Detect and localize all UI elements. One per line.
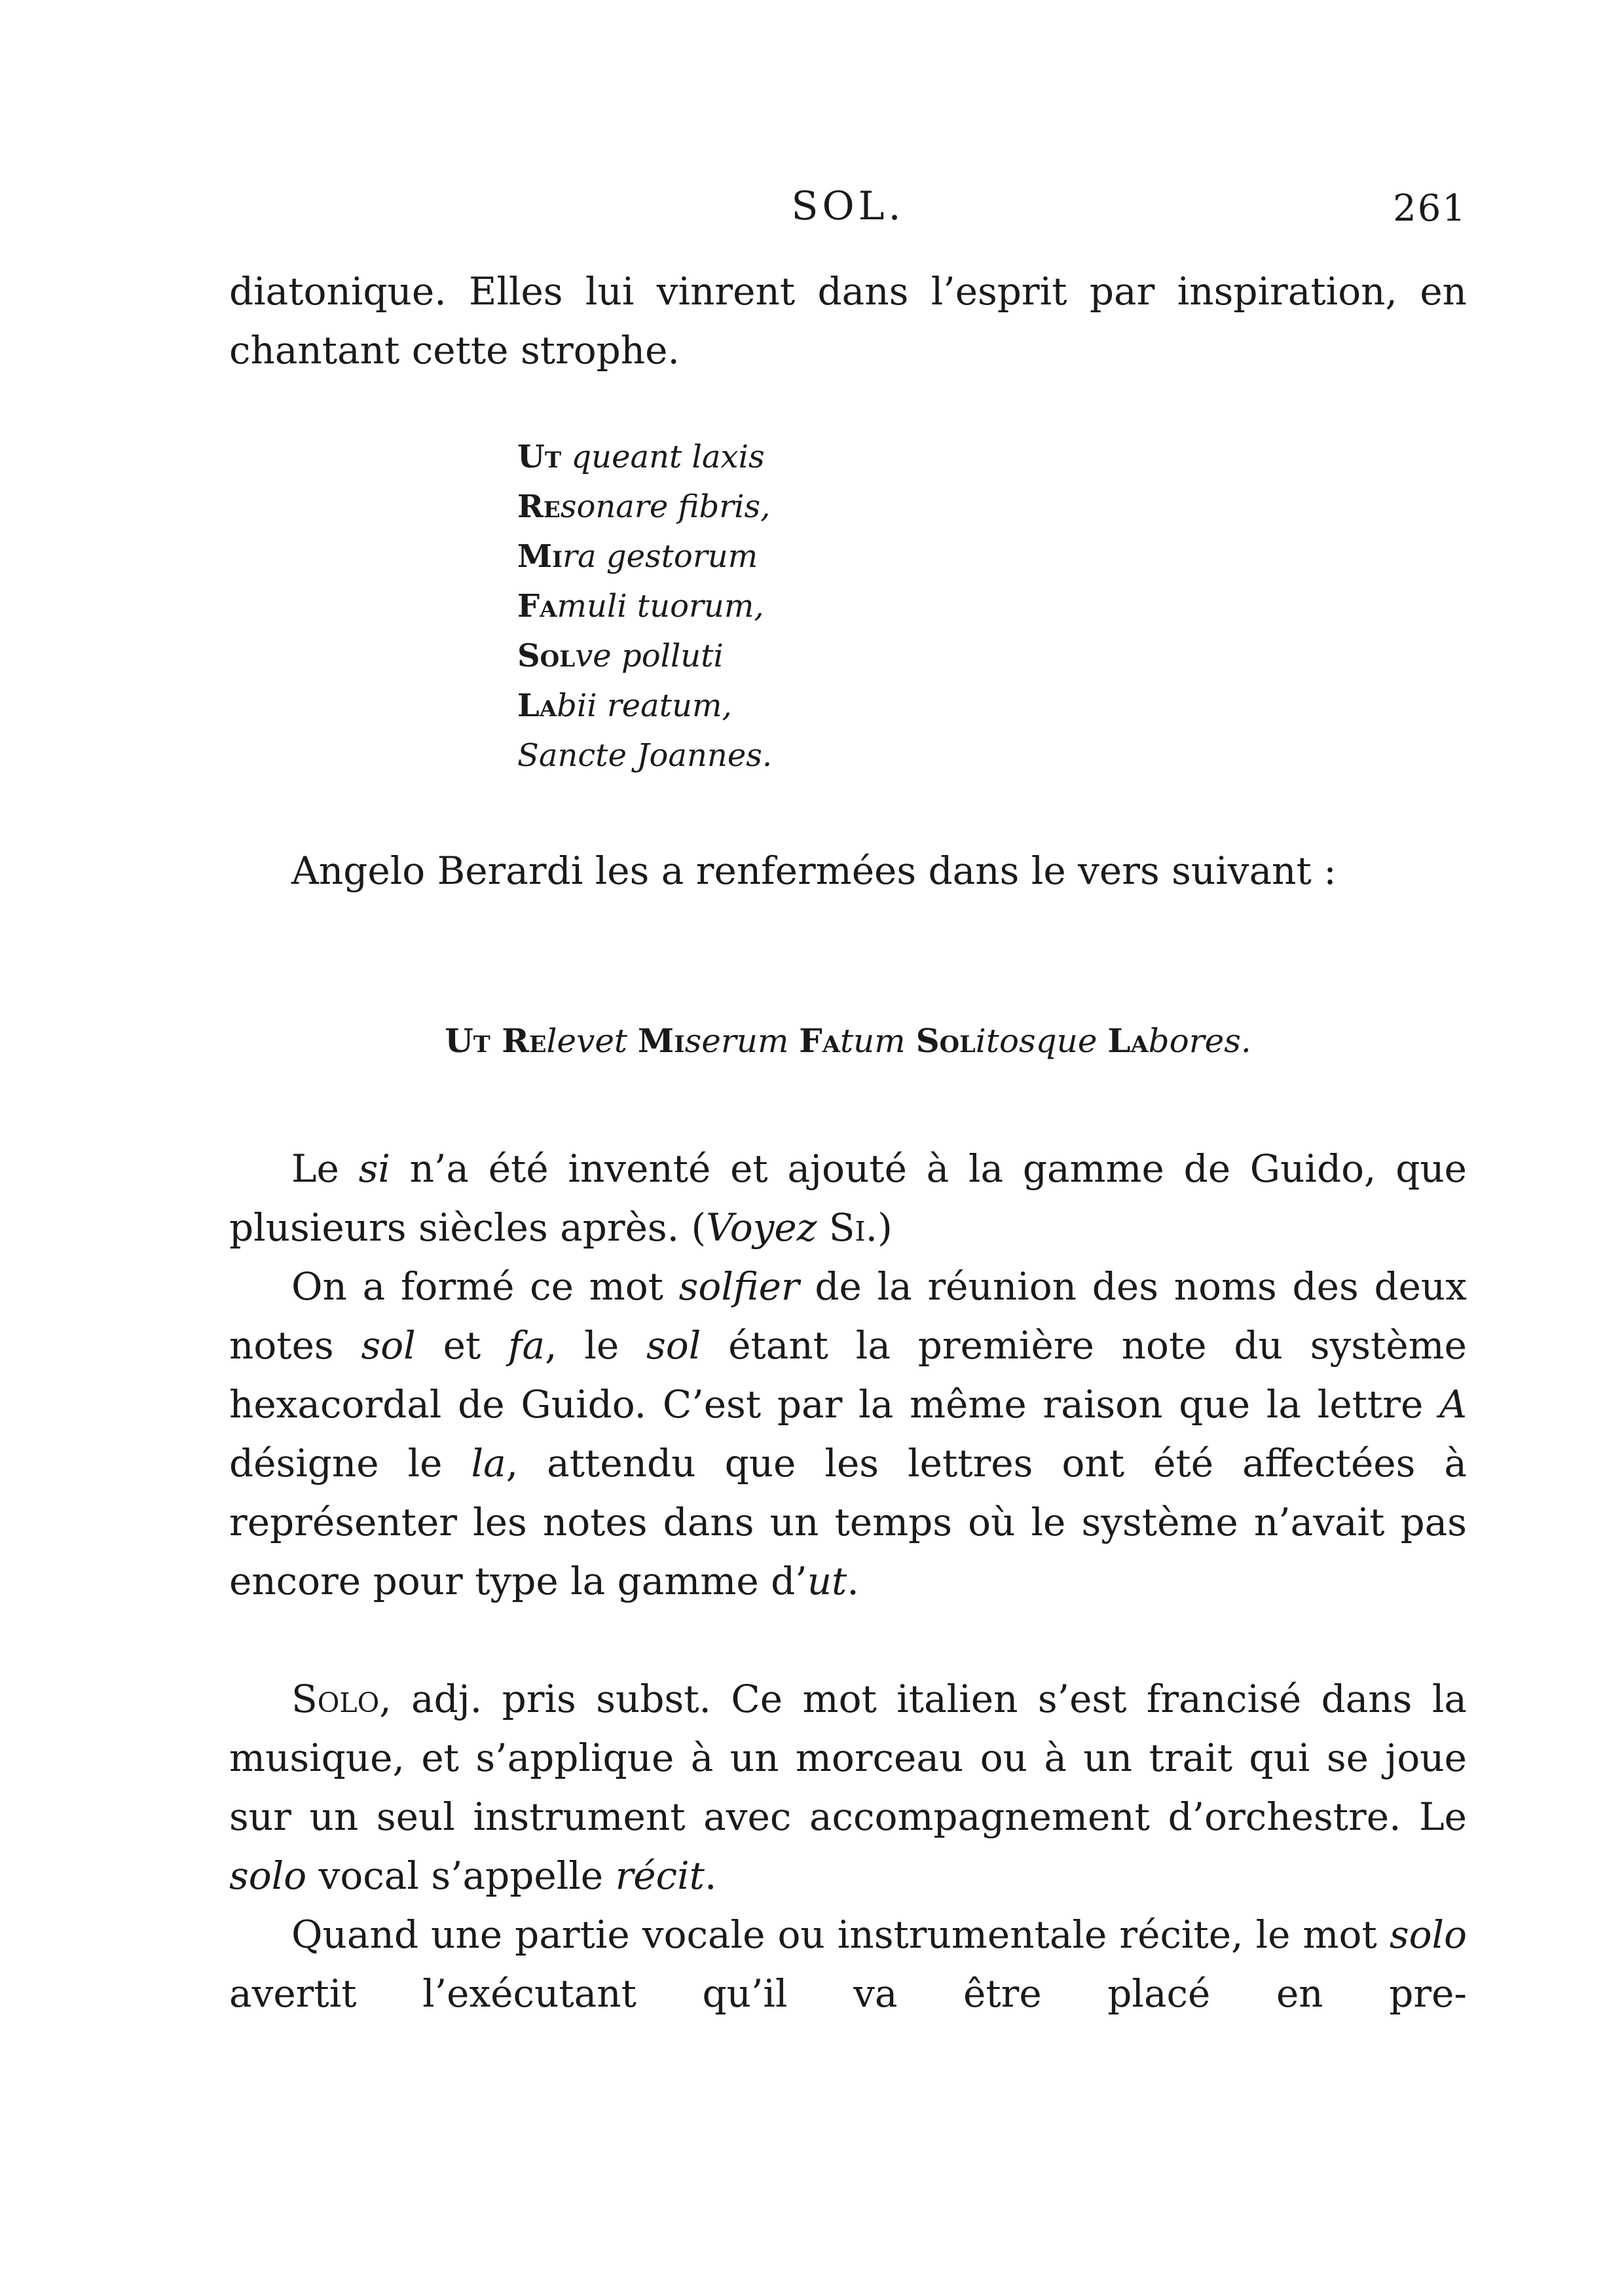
entry-solo: [229, 1669, 1467, 2023]
verse-syllable: Mi: [517, 538, 563, 575]
page-number: 261: [1393, 187, 1467, 230]
headword: Solo: [291, 1677, 380, 1721]
text-run: fa: [508, 1323, 545, 1368]
text-run: et: [415, 1323, 509, 1368]
text-run: étant la première note du système hexacordal de Guido. C’est par la même raison que la lettre: [229, 1323, 1467, 1427]
verse-text: bii reatum,: [557, 687, 732, 724]
verse-line: [517, 731, 772, 780]
text-run: sol: [361, 1323, 416, 1368]
text-run: Le: [291, 1146, 359, 1191]
verse-text: levet: [546, 1022, 638, 1060]
paragraph-continuation: diatonique. Elles lui vinrent dans l’esprit par inspiration, en chantant cette strophe.: [229, 269, 1467, 373]
text-run: .: [847, 1559, 859, 1603]
text-run: ): [877, 1205, 893, 1250]
verse-text: itosque: [975, 1022, 1108, 1060]
verse-line: [517, 631, 772, 681]
text-run: récit: [615, 1853, 705, 1898]
verse-syllable: Fa: [517, 588, 557, 625]
paragraph-berardi: Angelo Berardi les a renfermées dans le vers suivant :: [291, 848, 1337, 893]
hymn-verse: [517, 432, 772, 780]
paragraph-si: [229, 1139, 1467, 1257]
text-run: la: [471, 1441, 506, 1485]
text-run: ut: [807, 1559, 847, 1603]
verse-syllable: Mi: [637, 1021, 685, 1060]
text-run: Quand une partie vocale ou instrumentale récite, le mot: [291, 1912, 1390, 1957]
verse-line: [517, 432, 772, 482]
running-head: SOL.: [791, 183, 905, 229]
paragraph-solo-usage: [229, 1905, 1467, 2023]
text-run: , attendu que les lettres ont été affectées à représenter les notes dans un temps où le système n’avait pas encore pour type la gamme d’: [229, 1441, 1467, 1603]
verse-syllable: Re: [517, 488, 561, 525]
verse-text: ve polluti: [575, 638, 724, 674]
text-run: solo: [229, 1853, 307, 1898]
verse-line: [517, 482, 772, 532]
verse-syllable: Ut: [517, 439, 562, 475]
berardi-verse: [229, 1021, 1467, 1060]
paragraph-si-solfier: [229, 1139, 1467, 1611]
text-run: si: [358, 1146, 390, 1191]
verse-line: [517, 532, 772, 581]
verse-text: ra gestorum: [563, 538, 758, 575]
text-run: solfier: [678, 1264, 800, 1309]
text-run: sol: [646, 1323, 701, 1368]
verse-syllable: Fa: [799, 1021, 840, 1060]
text-run: .: [704, 1853, 717, 1898]
verse-syllable: Sol: [915, 1021, 976, 1060]
text-run: , le: [545, 1323, 647, 1368]
verse-text: sonare fibris,: [560, 488, 771, 525]
verse-syllable: Re: [502, 1021, 547, 1060]
text-run: vocal s’appelle: [306, 1853, 616, 1898]
verse-text: Sancte Joannes.: [517, 737, 773, 774]
text-run: , adj. pris subst. Ce mot italien s’est francisé dans la musique, et s’applique à un morceau ou à un trait qui se joue sur un seul instrument avec accompagnement d’orchestre. Le: [229, 1677, 1467, 1839]
text-run: A: [1439, 1382, 1467, 1427]
verse-line: [517, 681, 772, 731]
verse-text: muli tuorum,: [557, 588, 764, 625]
verse-syllable: La: [1107, 1021, 1149, 1060]
verse-text: queant laxis: [561, 439, 765, 475]
verse-text: bores.: [1148, 1022, 1251, 1060]
verse-syllable: La: [517, 687, 557, 724]
verse-syllable: Sol: [517, 638, 576, 674]
verse-text: tum: [840, 1022, 916, 1060]
verse-syllable: Ut: [445, 1021, 502, 1060]
text-run: Voyez: [706, 1205, 817, 1250]
paragraph-solfier: [229, 1257, 1467, 1611]
page-header: [229, 183, 1467, 236]
text-run: Si.: [817, 1205, 878, 1250]
text-run: désigne le: [229, 1441, 471, 1485]
text-run: solo: [1389, 1912, 1467, 1957]
paragraph-solo-definition: [229, 1669, 1467, 1905]
text-run: avertit l’exécutant qu’il va être placé en pre-: [229, 1971, 1467, 2016]
verse-text: serum: [684, 1022, 800, 1060]
text-run: n’a été inventé et ajouté à la gamme de Guido, que plusieurs siècles après. (: [229, 1146, 1467, 1250]
text-run: On a formé ce mot: [291, 1264, 679, 1309]
text-run: de la réunion des noms des deux notes: [229, 1264, 1467, 1368]
verse-line: [517, 581, 772, 631]
